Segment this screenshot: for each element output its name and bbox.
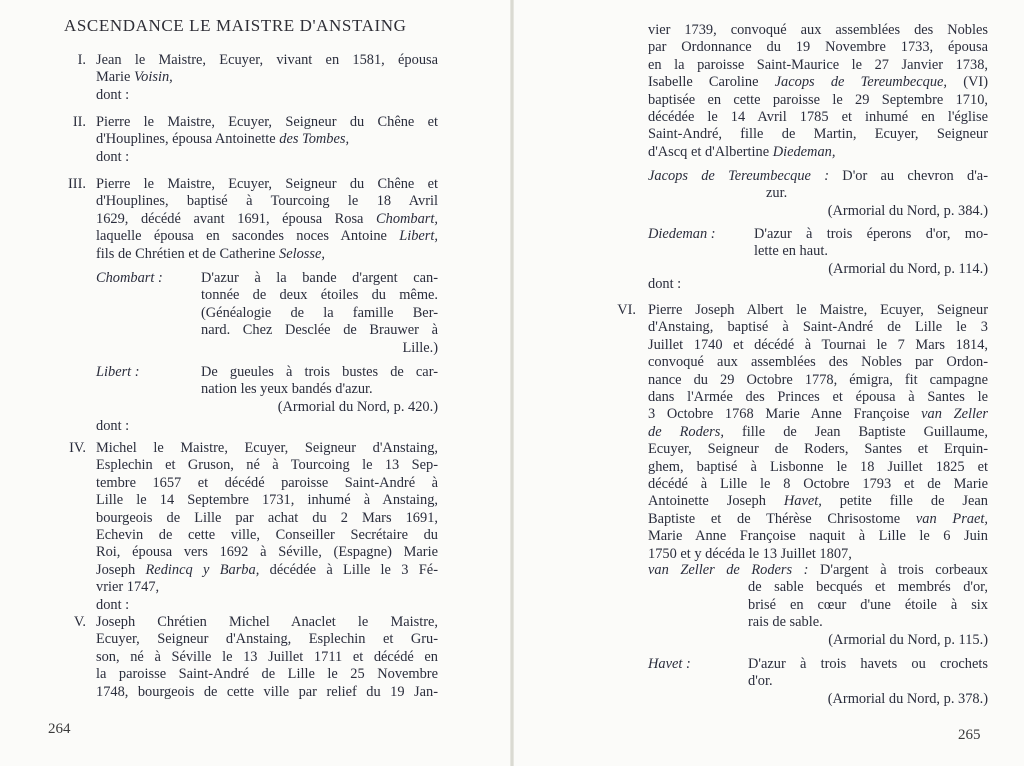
entry-line: Joseph Redincq y Barba, décédée à Lille le 3 Fé- (96, 561, 438, 578)
entry-line: Michel le Maistre, Ecuyer, Seigneur d'Anstaing, (96, 440, 438, 456)
entry-line: d'Houplines, baptisé à Tourcoing le 18 Avril (96, 193, 438, 210)
entry-line: décédée le 14 Avril 1785 et inhumé en l'église (648, 109, 988, 126)
entry-line: ghem, baptisé à Lisbonne le 18 Juillet 1825 et (648, 458, 988, 475)
armorial-source: (Armorial du Nord, p. 420.) (277, 398, 438, 415)
entry-line: la paroisse Saint-André de Lille le 25 Novembre (96, 666, 438, 683)
armorial-name: van Zeller de Roders : (648, 562, 809, 578)
dont-label: dont : (96, 596, 130, 613)
armorial-source: (Armorial du Nord, p. 115.) (828, 631, 988, 648)
armorial-name: Libert : (96, 364, 140, 380)
entry-line: Joseph Chrétien Michel Anaclet le Maistre, (96, 614, 438, 630)
entry-line: Ecuyer, Seigneur de Roders, Santes et Erquin- (648, 441, 988, 458)
entry-5-continued (648, 22, 988, 161)
entry-line: 1750 et y décéda le 13 Juillet 1807, (648, 545, 852, 562)
entry-line: Esplechin et Gruson, né à Tourcoing le 13 Sep- (96, 457, 438, 474)
page-title: ASCENDANCE LE MAISTRE D'ANSTAING (64, 16, 407, 35)
surname: Havet, (783, 493, 822, 510)
armorial-line: D'azur à trois éperons d'or, mo- (754, 226, 988, 242)
entry-line: bourgeois de Lille par achat du 2 Mars 1691, (96, 509, 438, 526)
entry-line: Marie Voisin, (96, 69, 173, 86)
dont-label: dont : (96, 86, 130, 103)
armorial-source: (Armorial du Nord, p. 384.) (827, 202, 988, 219)
entry-number: VI. (617, 302, 636, 318)
entry-line: 1629, décédé avant 1691, épousa Rosa Chombart, (96, 210, 438, 227)
entry-line: baptisée en cette paroisse le 29 Septembre 1710, (648, 91, 988, 108)
entry-line: 1748, bourgeois de cette ville par relief du 19 Jan- (96, 683, 438, 700)
surname: Libert, (399, 228, 438, 245)
armorial-line: rais de sable. (748, 614, 823, 631)
surname: des Tombes, (279, 131, 350, 148)
surname: Diedeman, (772, 143, 836, 160)
entry-5 (73, 614, 438, 701)
armorial-line: brisé en cœur d'une étoile à six (748, 596, 988, 613)
entry-line: Isabelle Caroline Jacops de Tereumbecque, (VI) (648, 74, 988, 91)
surname: Chombart, (376, 210, 438, 227)
armorial-line: zur. (766, 185, 788, 202)
armorial-name: Diedeman : (648, 226, 716, 242)
entry-line: Jean le Maistre, Ecuyer, vivant en 1581, épousa (96, 52, 438, 68)
entry-line: Lille le 14 Septembre 1731, inhumé à Anstaing, (96, 492, 438, 509)
armorial-line: de sable becqués et membrés d'or, (748, 579, 988, 596)
surname: Jacops de Tereumbecque, (774, 74, 948, 91)
armorial-line: d'or. (748, 673, 773, 690)
entry-line: convoqué aux assemblées des Nobles par Ordon- (648, 354, 988, 371)
surname: Redincq y Barba, (145, 561, 260, 578)
entry-line: Saint-André, fille de Martin, Ecuyer, Seigneur (648, 126, 988, 143)
entry-line: Echevin de cette ville, Conseiller Secrétaire du (96, 527, 438, 544)
armorial-line: tonnée de deux étoiles du même. (201, 287, 438, 304)
entry-line: par Ordonnance du 19 Novembre 1733, épousa (648, 39, 988, 56)
entry-line: Juillet 1740 et décédé à Tournai le 7 Mars 1814, (648, 336, 988, 353)
armorial-line: D'azur à la bande d'argent can- (201, 270, 438, 286)
surname: Selosse, (279, 245, 325, 262)
entry-line: vier 1739, convoqué aux assemblées des Nobles (648, 22, 988, 38)
entry-line: d'Houplines, épousa Antoinette des Tombes, (96, 131, 350, 148)
entry-line: Roi, épousa vers 1692 à Séville, (Espagne) Marie (96, 544, 438, 561)
page-number: 265 (958, 727, 981, 743)
surname: Voisin, (133, 69, 173, 86)
entry-line: Baptiste et de Thérèse Chrisostome van Praet, (648, 510, 988, 527)
right-page (512, 0, 1024, 766)
entry-line: fils de Chrétien et de Catherine Selosse, (96, 245, 325, 262)
surname: van Praet, (915, 510, 988, 527)
entry-number: III. (68, 176, 86, 192)
entry-3 (68, 176, 438, 263)
entry-4 (69, 440, 438, 614)
armorial-jacops (648, 168, 988, 220)
entry-number: I. (77, 52, 86, 68)
armorial-line: nation les yeux bandés d'azur. (201, 381, 373, 398)
entry-line: laquelle épousa en sacondes noces Antoine Libert, (96, 228, 438, 245)
armorial-source: (Armorial du Nord, p. 114.) (828, 260, 988, 277)
entry-line: Pierre le Maistre, Ecuyer, Seigneur du Chêne et (96, 114, 438, 130)
entry-number: IV. (69, 440, 86, 456)
entry-number: II. (72, 114, 86, 130)
armorial-van-zeller (648, 562, 988, 649)
entry-line: son, né à Séville le 13 Juillet 1711 et décédé en (96, 648, 438, 665)
armorial-line: De gueules à trois bustes de car- (201, 364, 438, 380)
surname: de Roders, (648, 423, 724, 440)
armorial-name: Havet : (648, 656, 691, 672)
entry-line: 3 Octobre 1768 Marie Anne Françoise van Zeller (648, 406, 988, 423)
entry-number: V. (73, 614, 86, 630)
page-number: 264 (48, 721, 71, 737)
entry-line: d'Anstaing, baptisé à Saint-André de Lille le 3 (648, 319, 988, 336)
entry-2 (72, 114, 438, 166)
armorial-source: (Armorial du Nord, p. 378.) (827, 690, 988, 707)
armorial-name: Jacops de Tereumbecque : (648, 168, 830, 184)
armorial-line: (Généalogie de la famille Ber- (201, 304, 438, 321)
entry-6 (617, 302, 988, 563)
armorial-line: lette en haut. (754, 243, 828, 260)
armorial-line: D'azur à trois havets ou crochets (748, 656, 988, 672)
surname: van Zeller (921, 406, 988, 423)
armorial-name: Chombart : (96, 270, 163, 286)
armorial-line: Jacops de Tereumbecque : D'or au chevron d'a- (648, 168, 988, 184)
entry-line: Marie Anne Françoise naquit à Lille le 6 Juin (648, 528, 988, 545)
armorial-line: van Zeller de Roders : D'argent à trois corbeaux (648, 562, 988, 578)
entry-line: Antoinette Joseph Havet, petite fille de Jean (648, 493, 988, 510)
entry-line: Ecuyer, Seigneur d'Anstaing, Esplechin et Gru- (96, 631, 438, 648)
entry-line: Pierre Joseph Albert le Maistre, Ecuyer, Seigneur (648, 302, 988, 318)
armorial-source: Lille.) (402, 339, 438, 356)
dont-label: dont : (96, 418, 130, 434)
entry-line: vrier 1747, (96, 579, 160, 596)
entry-line: d'Ascq et d'Albertine Diedeman, (648, 143, 836, 160)
entry-line: décédé à Lille le 8 Octobre 1793 et de Marie (648, 476, 988, 493)
entry-line: nance du 29 Octobre 1778, émigra, fit campagne (648, 371, 988, 388)
entry-line: tembre 1657 et décédé paroisse Saint-André à (96, 474, 438, 491)
entry-line: dans l'Armée des Princes et épousa à Santes le (648, 389, 988, 406)
entry-line: en la paroisse Saint-Maurice le 27 Janvier 1738, (648, 56, 988, 73)
dont-label: dont : (648, 276, 682, 292)
dont-label: dont : (96, 148, 130, 165)
entry-line: Pierre le Maistre, Ecuyer, Seigneur du Chêne et (96, 176, 438, 192)
armorial-line: nard. Chez Desclée de Brauwer à (201, 322, 438, 339)
entry-line: de Roders, fille de Jean Baptiste Guillaume, (648, 423, 988, 440)
entry-1 (77, 52, 438, 104)
